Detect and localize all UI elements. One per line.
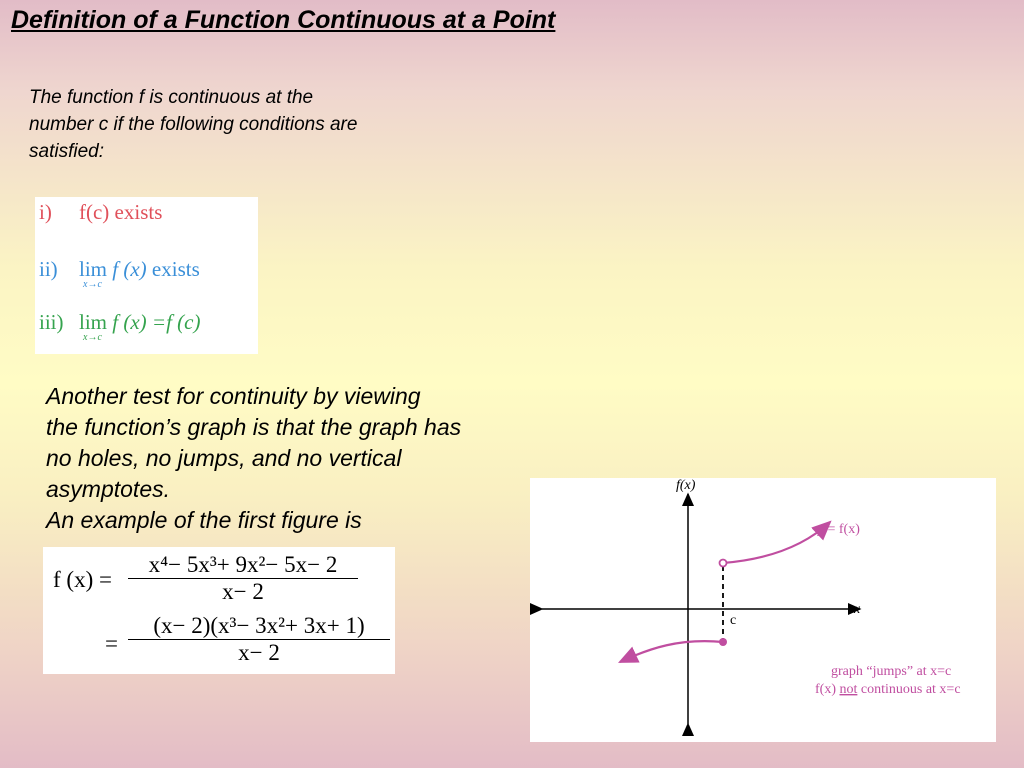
- test-line: no holes, no jumps, and no vertical: [46, 445, 402, 471]
- jump-graph: [530, 478, 996, 742]
- continuity-test-text: [46, 381, 526, 536]
- conditions-box: [35, 197, 258, 354]
- intro-line: The function f is continuous at the: [29, 87, 314, 108]
- intro-line: satisfied:: [29, 141, 104, 162]
- condition-2: [39, 257, 200, 290]
- test-line: asymptotes.: [46, 476, 170, 502]
- closed-point: [719, 638, 727, 646]
- curve-label: y = f(x): [817, 522, 860, 537]
- page-title: Definition of a Function Continuous at a Point: [11, 6, 556, 34]
- upper-curve: [723, 522, 830, 563]
- limit-subscript: x→c: [83, 332, 102, 343]
- condition-expression: f (x): [112, 257, 147, 281]
- equation-box: [43, 547, 395, 674]
- limit-symbol: lim x→c: [79, 310, 108, 343]
- condition-expression: f (x) =f (c): [112, 310, 201, 334]
- equals-sign: =: [105, 631, 118, 656]
- intro-line: number c if the following conditions are: [29, 114, 358, 135]
- test-line: An example of the first figure is: [46, 507, 362, 533]
- numerator-2: (x− 2)(x³− 3x²+ 3x+ 1): [128, 613, 390, 640]
- condition-tail: exists: [151, 257, 200, 281]
- test-line: Another test for continuity by viewing: [46, 383, 421, 409]
- fraction-1: [128, 552, 358, 605]
- fraction-2: [128, 613, 390, 666]
- graph-svg: [530, 478, 996, 742]
- caption-line-1: graph “jumps” at x=c: [831, 664, 952, 679]
- equation-lhs: f (x) =: [53, 567, 112, 592]
- denominator-1: x− 2: [222, 579, 264, 604]
- denominator-2: x− 2: [238, 640, 280, 665]
- condition-number: i): [39, 200, 52, 224]
- condition-number: ii): [39, 257, 58, 281]
- condition-1: [39, 200, 162, 225]
- condition-number: iii): [39, 310, 64, 334]
- open-point: [720, 560, 727, 567]
- not-word: not: [839, 682, 858, 697]
- numerator-1: x⁴− 5x³+ 9x²− 5x− 2: [128, 552, 358, 579]
- c-label: c: [730, 613, 737, 628]
- y-axis-label: f(x): [676, 478, 696, 493]
- test-line: the function’s graph is that the graph has: [46, 414, 462, 440]
- limit-subscript: x→c: [83, 279, 102, 290]
- condition-text: f(c) exists: [79, 200, 163, 224]
- limit-symbol: lim x→c: [79, 257, 108, 290]
- intro-text: [29, 84, 449, 165]
- x-axis-label: x: [854, 602, 861, 617]
- caption-line-2: f(x) not continuous at x=c: [815, 682, 961, 697]
- condition-3: [39, 310, 201, 343]
- lower-curve: [620, 641, 723, 662]
